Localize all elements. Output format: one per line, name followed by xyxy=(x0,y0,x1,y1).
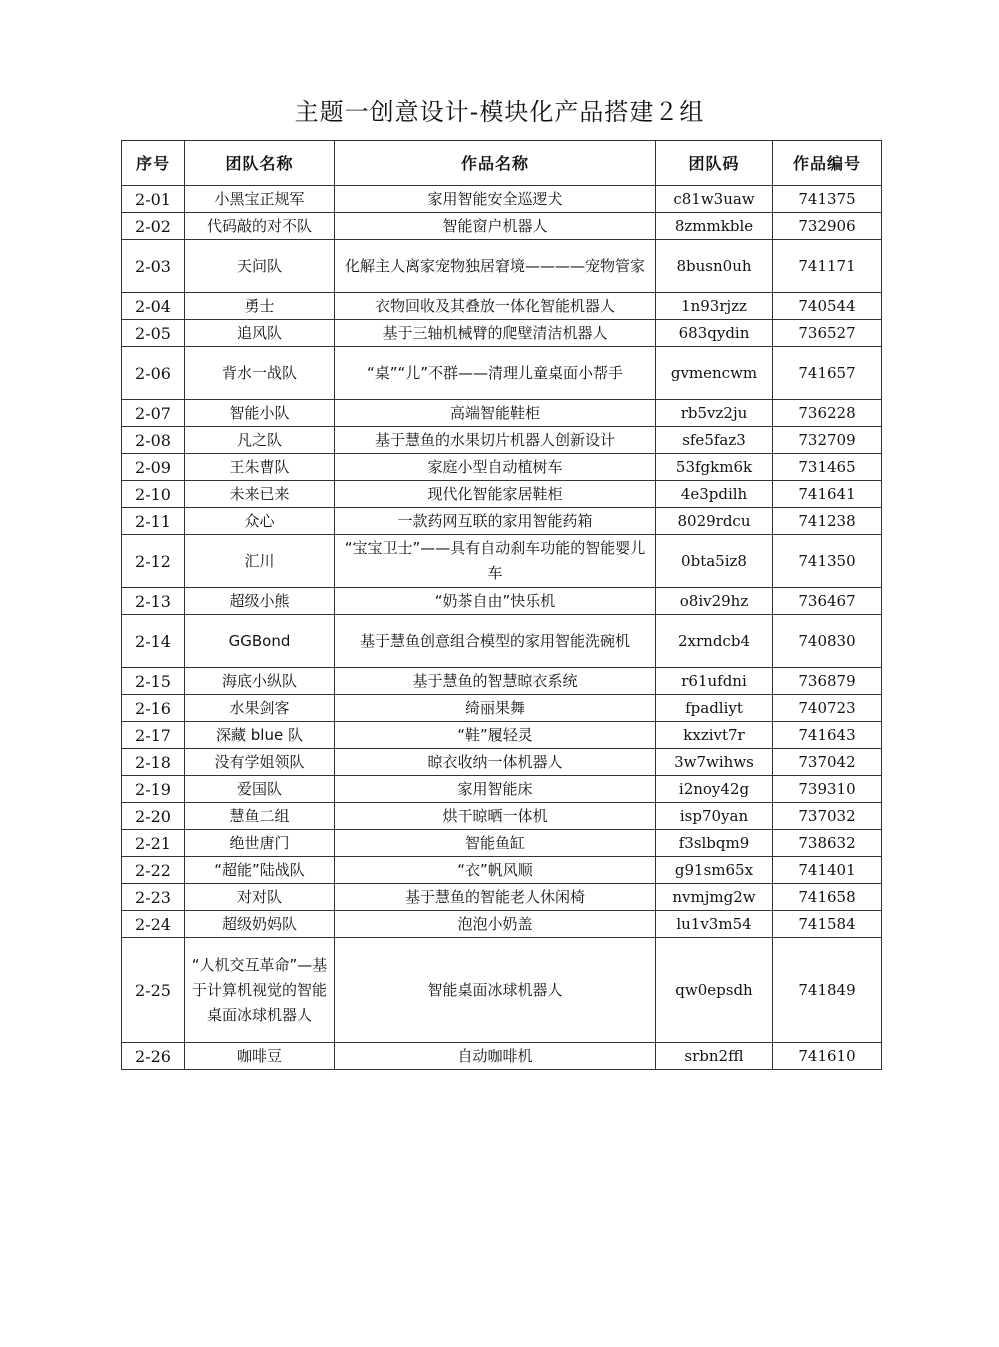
table-row xyxy=(122,240,882,293)
header-number: 作品编号 xyxy=(773,141,882,186)
cell-team: 咖啡豆 xyxy=(185,1043,335,1070)
cell-seq: 2-09 xyxy=(122,454,185,481)
cell-seq: 2-22 xyxy=(122,857,185,884)
cell-team: 对对队 xyxy=(185,884,335,911)
team-roster-table xyxy=(121,140,882,1070)
cell-team: 汇川 xyxy=(185,535,335,588)
cell-code: nvmjmg2w xyxy=(656,884,773,911)
table-row xyxy=(122,749,882,776)
cell-seq: 2-18 xyxy=(122,749,185,776)
cell-code: c81w3uaw xyxy=(656,186,773,213)
cell-work: “衣”帆风顺 xyxy=(335,857,656,884)
cell-code: gvmencwm xyxy=(656,347,773,400)
cell-seq: 2-20 xyxy=(122,803,185,830)
cell-number: 736879 xyxy=(773,668,882,695)
cell-work: 基于三轴机械臂的爬壁清洁机器人 xyxy=(335,320,656,347)
cell-work: 高端智能鞋柜 xyxy=(335,400,656,427)
table-row xyxy=(122,535,882,588)
cell-code: kxzivt7r xyxy=(656,722,773,749)
cell-team: 深藏 blue 队 xyxy=(185,722,335,749)
cell-work: 现代化智能家居鞋柜 xyxy=(335,481,656,508)
cell-seq: 2-01 xyxy=(122,186,185,213)
cell-team: “人机交互革命”—基于计算机视觉的智能桌面冰球机器人 xyxy=(185,938,335,1043)
cell-team: 爱国队 xyxy=(185,776,335,803)
cell-team: 众心 xyxy=(185,508,335,535)
cell-code: sfe5faz3 xyxy=(656,427,773,454)
cell-work: 绮丽果舞 xyxy=(335,695,656,722)
table-body xyxy=(122,186,882,1070)
cell-seq: 2-21 xyxy=(122,830,185,857)
cell-seq: 2-02 xyxy=(122,213,185,240)
cell-work: 衣物回收及其叠放一体化智能机器人 xyxy=(335,293,656,320)
cell-number: 739310 xyxy=(773,776,882,803)
cell-team: 凡之队 xyxy=(185,427,335,454)
cell-team: 勇士 xyxy=(185,293,335,320)
cell-seq: 2-11 xyxy=(122,508,185,535)
cell-number: 731465 xyxy=(773,454,882,481)
table-row xyxy=(122,213,882,240)
cell-code: o8iv29hz xyxy=(656,588,773,615)
cell-team: 海底小纵队 xyxy=(185,668,335,695)
cell-code: r61ufdni xyxy=(656,668,773,695)
table-row xyxy=(122,588,882,615)
cell-team: 智能小队 xyxy=(185,400,335,427)
header-work: 作品名称 xyxy=(335,141,656,186)
cell-number: 737042 xyxy=(773,749,882,776)
cell-number: 736467 xyxy=(773,588,882,615)
cell-number: 741401 xyxy=(773,857,882,884)
table-row xyxy=(122,776,882,803)
cell-team: 天问队 xyxy=(185,240,335,293)
cell-number: 741849 xyxy=(773,938,882,1043)
cell-team: 水果剑客 xyxy=(185,695,335,722)
cell-seq: 2-08 xyxy=(122,427,185,454)
cell-team: “超能”陆战队 xyxy=(185,857,335,884)
cell-seq: 2-14 xyxy=(122,615,185,668)
cell-number: 732906 xyxy=(773,213,882,240)
cell-seq: 2-19 xyxy=(122,776,185,803)
cell-team: 追风队 xyxy=(185,320,335,347)
cell-work: 智能桌面冰球机器人 xyxy=(335,938,656,1043)
cell-team: 小黑宝正规军 xyxy=(185,186,335,213)
table-row xyxy=(122,803,882,830)
cell-seq: 2-10 xyxy=(122,481,185,508)
table-row xyxy=(122,938,882,1043)
cell-number: 741657 xyxy=(773,347,882,400)
cell-code: 3w7wihws xyxy=(656,749,773,776)
cell-number: 741171 xyxy=(773,240,882,293)
cell-work: 烘干晾晒一体机 xyxy=(335,803,656,830)
cell-work: 基于慧鱼的水果切片机器人创新设计 xyxy=(335,427,656,454)
cell-team: 超级小熊 xyxy=(185,588,335,615)
cell-seq: 2-13 xyxy=(122,588,185,615)
cell-work: 家用智能安全巡逻犬 xyxy=(335,186,656,213)
cell-seq: 2-06 xyxy=(122,347,185,400)
cell-number: 741238 xyxy=(773,508,882,535)
table-row xyxy=(122,615,882,668)
cell-team: 没有学姐领队 xyxy=(185,749,335,776)
cell-code: 2xrndcb4 xyxy=(656,615,773,668)
cell-code: lu1v3m54 xyxy=(656,911,773,938)
cell-work: 晾衣收纳一体机器人 xyxy=(335,749,656,776)
table-row xyxy=(122,508,882,535)
cell-number: 732709 xyxy=(773,427,882,454)
cell-number: 741610 xyxy=(773,1043,882,1070)
cell-work: “奶茶自由”快乐机 xyxy=(335,588,656,615)
cell-number: 736228 xyxy=(773,400,882,427)
cell-team: 王朱曹队 xyxy=(185,454,335,481)
cell-work: “桌”“儿”不群——清理儿童桌面小帮手 xyxy=(335,347,656,400)
table-row xyxy=(122,481,882,508)
cell-seq: 2-24 xyxy=(122,911,185,938)
cell-number: 740544 xyxy=(773,293,882,320)
cell-code: isp70yan xyxy=(656,803,773,830)
cell-work: 基于慧鱼创意组合模型的家用智能洗碗机 xyxy=(335,615,656,668)
header-code: 团队码 xyxy=(656,141,773,186)
page-title: 主题一创意设计-模块化产品搭建２组 xyxy=(294,98,705,126)
cell-seq: 2-23 xyxy=(122,884,185,911)
cell-code: i2noy42g xyxy=(656,776,773,803)
cell-code: fpadliyt xyxy=(656,695,773,722)
cell-team: 慧鱼二组 xyxy=(185,803,335,830)
cell-code: 8zmmkble xyxy=(656,213,773,240)
cell-code: g91sm65x xyxy=(656,857,773,884)
cell-code: 0bta5iz8 xyxy=(656,535,773,588)
cell-work: 智能鱼缸 xyxy=(335,830,656,857)
cell-code: rb5vz2ju xyxy=(656,400,773,427)
cell-number: 736527 xyxy=(773,320,882,347)
cell-work: 基于慧鱼的智能老人休闲椅 xyxy=(335,884,656,911)
cell-work: “鞋”履轻灵 xyxy=(335,722,656,749)
cell-code: srbn2ffl xyxy=(656,1043,773,1070)
cell-code: 4e3pdilh xyxy=(656,481,773,508)
cell-seq: 2-07 xyxy=(122,400,185,427)
cell-seq: 2-04 xyxy=(122,293,185,320)
cell-number: 740830 xyxy=(773,615,882,668)
cell-number: 741658 xyxy=(773,884,882,911)
cell-work: 泡泡小奶盖 xyxy=(335,911,656,938)
cell-code: 53fgkm6k xyxy=(656,454,773,481)
cell-code: 683qydin xyxy=(656,320,773,347)
table-row xyxy=(122,857,882,884)
cell-seq: 2-16 xyxy=(122,695,185,722)
cell-number: 741641 xyxy=(773,481,882,508)
table-row xyxy=(122,347,882,400)
cell-seq: 2-03 xyxy=(122,240,185,293)
cell-work: 家用智能床 xyxy=(335,776,656,803)
table-row xyxy=(122,911,882,938)
cell-work: 家庭小型自动植树车 xyxy=(335,454,656,481)
cell-team: GGBond xyxy=(185,615,335,668)
cell-code: 8busn0uh xyxy=(656,240,773,293)
table-header-row xyxy=(122,141,882,186)
cell-number: 741584 xyxy=(773,911,882,938)
table-row xyxy=(122,454,882,481)
table-row xyxy=(122,668,882,695)
table-row xyxy=(122,884,882,911)
cell-work: 智能窗户机器人 xyxy=(335,213,656,240)
cell-work: 自动咖啡机 xyxy=(335,1043,656,1070)
cell-code: 1n93rjzz xyxy=(656,293,773,320)
cell-work: “宝宝卫士”——具有自动刹车功能的智能婴儿车 xyxy=(335,535,656,588)
cell-seq: 2-26 xyxy=(122,1043,185,1070)
cell-number: 741643 xyxy=(773,722,882,749)
cell-work: 一款药网互联的家用智能药箱 xyxy=(335,508,656,535)
table-row xyxy=(122,695,882,722)
cell-seq: 2-25 xyxy=(122,938,185,1043)
table-row xyxy=(122,830,882,857)
cell-number: 741350 xyxy=(773,535,882,588)
cell-number: 738632 xyxy=(773,830,882,857)
cell-number: 741375 xyxy=(773,186,882,213)
header-team: 团队名称 xyxy=(185,141,335,186)
cell-work: 化解主人离家宠物独居窘境————宠物管家 xyxy=(335,240,656,293)
cell-team: 绝世唐门 xyxy=(185,830,335,857)
cell-work: 基于慧鱼的智慧晾衣系统 xyxy=(335,668,656,695)
cell-seq: 2-12 xyxy=(122,535,185,588)
cell-number: 740723 xyxy=(773,695,882,722)
cell-team: 超级奶妈队 xyxy=(185,911,335,938)
cell-seq: 2-17 xyxy=(122,722,185,749)
cell-code: f3slbqm9 xyxy=(656,830,773,857)
table-row xyxy=(122,427,882,454)
cell-seq: 2-05 xyxy=(122,320,185,347)
table-row xyxy=(122,293,882,320)
cell-team: 代码敲的对不队 xyxy=(185,213,335,240)
cell-number: 737032 xyxy=(773,803,882,830)
cell-code: 8029rdcu xyxy=(656,508,773,535)
table-row xyxy=(122,722,882,749)
table-row xyxy=(122,186,882,213)
cell-team: 未来已来 xyxy=(185,481,335,508)
cell-code: qw0epsdh xyxy=(656,938,773,1043)
header-seq: 序号 xyxy=(122,141,185,186)
table-row xyxy=(122,400,882,427)
cell-seq: 2-15 xyxy=(122,668,185,695)
table-row xyxy=(122,1043,882,1070)
cell-team: 背水一战队 xyxy=(185,347,335,400)
table-row xyxy=(122,320,882,347)
